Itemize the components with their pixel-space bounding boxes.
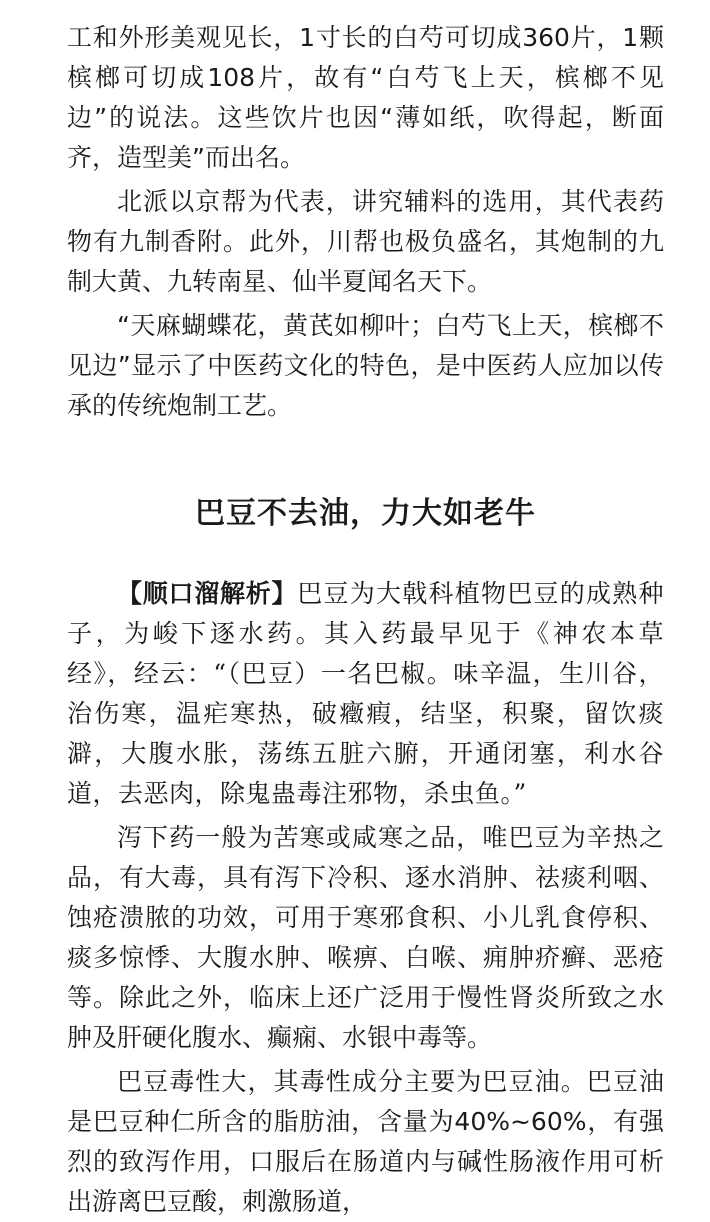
paragraph: “天麻蝴蝶花，黄芪如柳叶；白芍飞上天，槟榔不见边”显示了中医药文化的特色，是中医药人应加以传承的传统炮制工艺。 bbox=[67, 311, 664, 420]
paragraph: 泻下药一般为苦寒或咸寒之品，唯巴豆为辛热之品，有大毒，具有泻下冷积、逐水消肿、祛痰利咽、蚀疮溃脓的功效，可用于寒邪食积、小儿乳食停积、痰多惊悸、大腹水肿、喉痹、白喉、痈肿疥癣、恶疮等。除此之外，临床上还广泛用于慢性肾炎所致之水肿及肝硬化腹水、癫痫、水银中毒等。 bbox=[67, 823, 664, 1052]
paragraph: 工和外形美观见长，1寸长的白芍可切成360片，1颗槟榔可切成108片，故有“白芍飞上天，槟榔不见边”的说法。这些饮片也因“薄如纸，吹得起，断面齐，造型美”而出名。 bbox=[67, 23, 664, 172]
section-body bbox=[67, 574, 664, 1222]
analysis-label: 【顺口溜解析】 bbox=[117, 579, 298, 608]
paragraph bbox=[67, 574, 664, 814]
paragraph: 北派以京帮为代表，讲究辅料的选用，其代表药物有九制香附。此外，川帮也极负盛名，其炮制的九制大黄、九转南星、仙半夏闻名天下。 bbox=[67, 187, 664, 296]
paragraph: 巴豆毒性大，其毒性成分主要为巴豆油。巴豆油是巴豆种仁所含的脂肪油，含量为40%~60%，有强烈的致泻作用，口服后在肠道内与碱性肠液作用可析出游离巴豆酸，刺激肠道， bbox=[67, 1067, 664, 1216]
section-continued bbox=[67, 0, 664, 426]
paragraph-text: 巴豆为大戟科植物巴豆的成熟种子，为峻下逐水药。其入药最早见于《神农本草经》，经云：“（巴豆）一名巴椒。味辛温，生川谷，治伤寒，温疟寒热，破癥瘕，结坚，积聚，留饮痰澼，大腹水胀，荡练五脏六腑，开通闭塞，利水谷道，去恶肉，除鬼蛊毒注邪物，杀虫鱼。” bbox=[67, 579, 664, 808]
section-title: 巴豆不去油，力大如老牛 bbox=[195, 496, 536, 531]
